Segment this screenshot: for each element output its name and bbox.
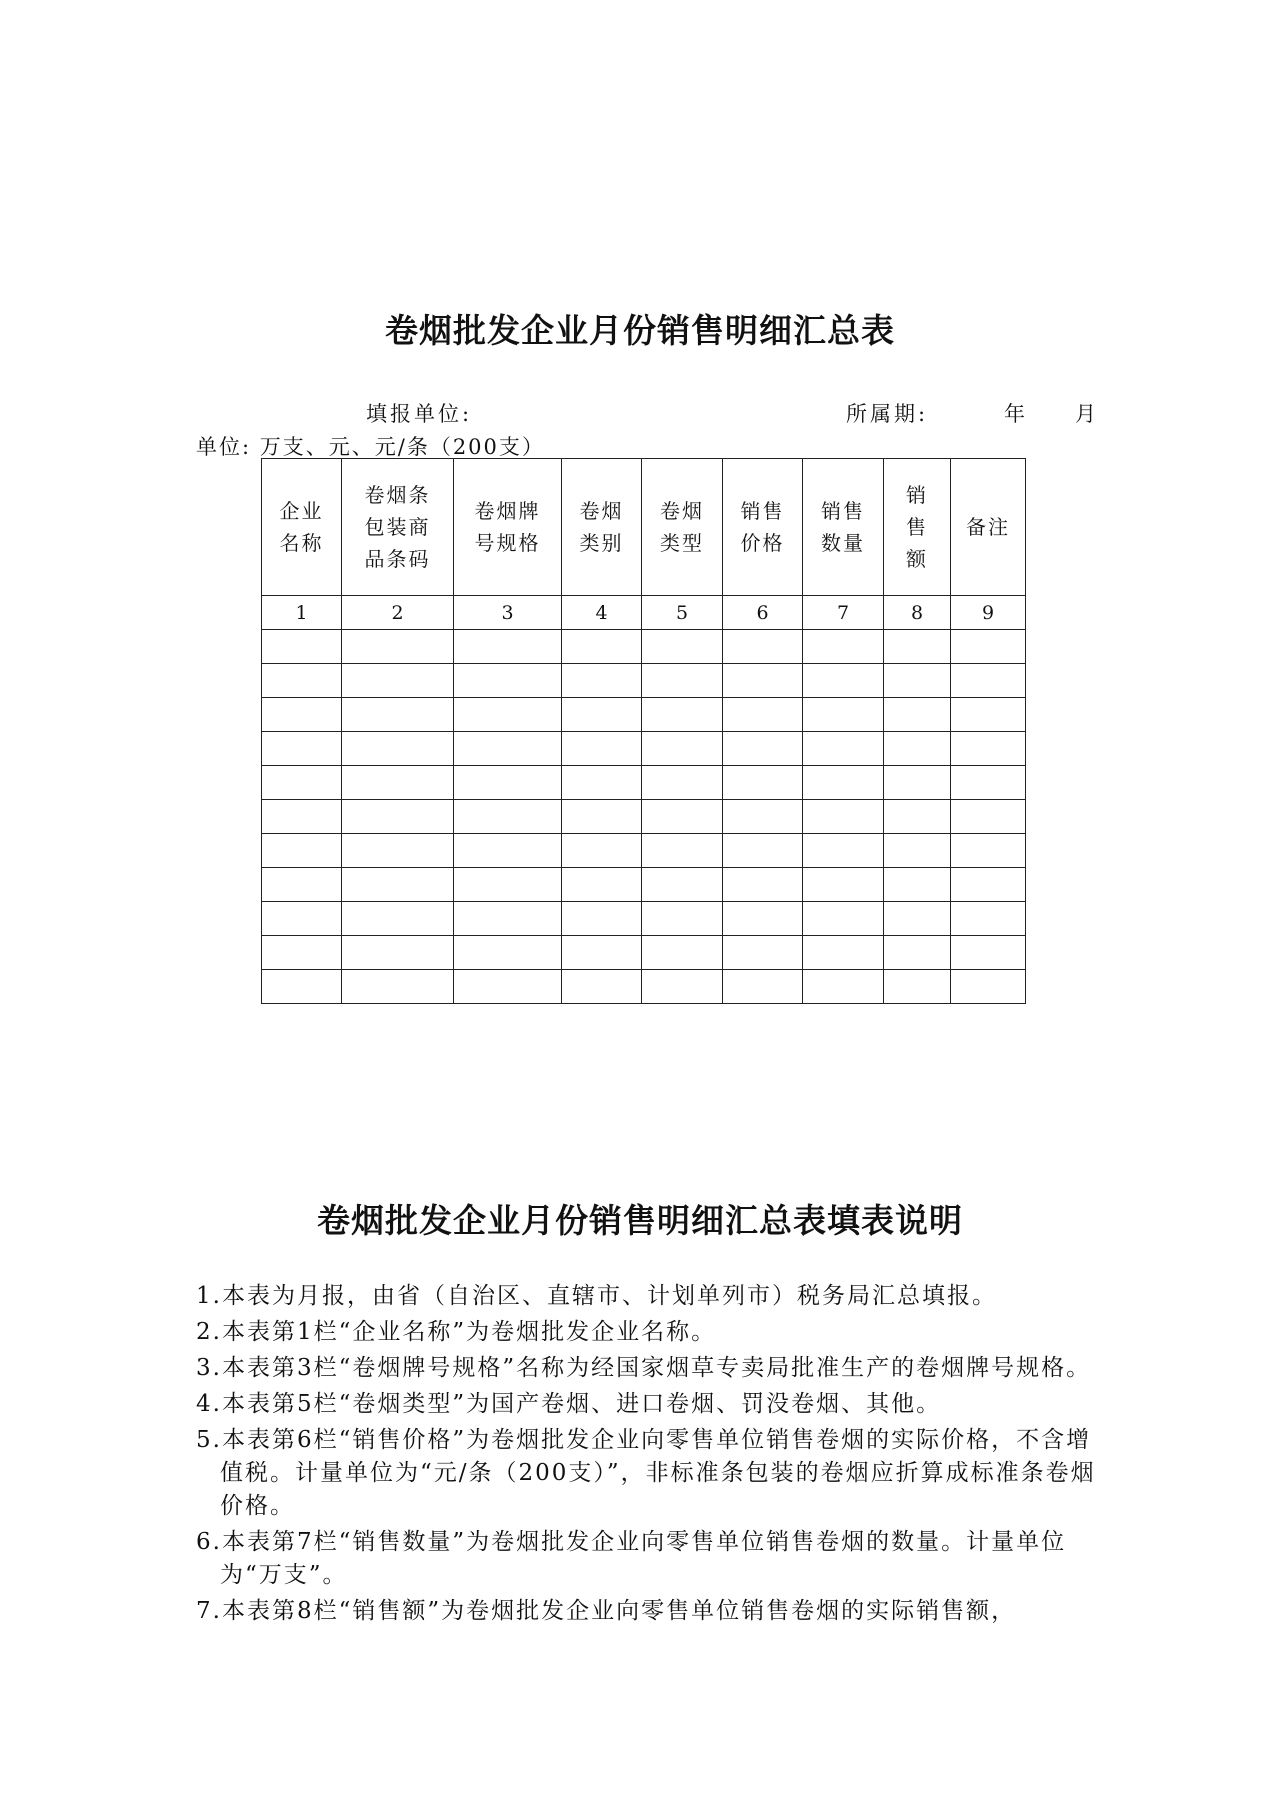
table-cell[interactable] [262,766,342,800]
table-cell[interactable] [262,630,342,664]
period-label: 所属期: [846,402,929,426]
table-cell[interactable] [884,800,951,834]
table-cell[interactable] [562,698,642,732]
table-cell[interactable] [951,732,1026,766]
table-cell[interactable] [562,630,642,664]
table-cell[interactable] [723,630,803,664]
header-cell: 销售 价格 [723,459,803,596]
year-label: 年 [1004,402,1028,426]
table-cell[interactable] [803,800,884,834]
header-cell: 企业 名称 [262,459,342,596]
table-cell[interactable] [262,664,342,698]
table-cell[interactable] [951,800,1026,834]
table-row [262,936,1026,970]
table-cell[interactable] [803,698,884,732]
table-cell[interactable] [951,970,1026,1004]
table-row [262,766,1026,800]
table-cell[interactable] [454,902,562,936]
table-cell[interactable] [951,868,1026,902]
header-cell: 卷烟条 包装商 品条码 [342,459,454,596]
table-cell[interactable] [803,868,884,902]
month-label: 月 [1075,402,1099,426]
column-number: 4 [562,596,642,630]
filler-unit-label: 填报单位: [366,402,473,426]
sales-summary-table [261,458,1026,1004]
table-row [262,732,1026,766]
instruction-item: 1.本表为月报，由省（自治区、直辖市、计划单列市）税务局汇总填报。 [196,1283,997,1309]
table-cell[interactable] [642,800,723,834]
table-cell[interactable] [723,800,803,834]
table-cell[interactable] [342,970,454,1004]
table-cell[interactable] [562,936,642,970]
table-cell[interactable] [642,698,723,732]
table-cell[interactable] [262,902,342,936]
table-cell[interactable] [803,664,884,698]
instruction-item: 4.本表第5栏“卷烟类型”为国产卷烟、进口卷烟、罚没卷烟、其他。 [196,1391,942,1417]
table-cell[interactable] [884,868,951,902]
table-cell[interactable] [562,902,642,936]
table-cell[interactable] [642,664,723,698]
instruction-item: 6.本表第7栏“销售数量”为卷烟批发企业向零售单位销售卷烟的数量。计量单位为“万支”。 [196,1529,1067,1588]
table-cell[interactable] [884,766,951,800]
table-cell[interactable] [642,936,723,970]
table-cell[interactable] [454,970,562,1004]
table-cell[interactable] [562,868,642,902]
table-cell[interactable] [951,664,1026,698]
table-cell[interactable] [562,800,642,834]
table-cell[interactable] [454,766,562,800]
table-cell[interactable] [454,800,562,834]
column-number: 8 [884,596,951,630]
table-cell[interactable] [342,800,454,834]
table-cell[interactable] [951,936,1026,970]
table-header-row [262,459,1026,596]
table-cell[interactable] [884,664,951,698]
table-cell[interactable] [642,834,723,868]
table-cell[interactable] [642,970,723,1004]
table-cell[interactable] [342,834,454,868]
table-cell[interactable] [342,732,454,766]
header-cell: 卷烟牌 号规格 [454,459,562,596]
table-cell[interactable] [562,970,642,1004]
table-cell[interactable] [262,868,342,902]
table-cell[interactable] [262,936,342,970]
table-cell[interactable] [951,766,1026,800]
table-cell[interactable] [884,732,951,766]
column-number-row [262,596,1026,630]
table-cell[interactable] [454,868,562,902]
header-cell: 卷烟 类别 [562,459,642,596]
table-row [262,800,1026,834]
header-cell: 卷烟 类型 [642,459,723,596]
table-row [262,834,1026,868]
table-cell[interactable] [884,630,951,664]
header-cell: 备注 [951,459,1026,596]
column-number: 9 [951,596,1026,630]
instructions-list [196,1280,1096,1631]
table-cell[interactable] [262,800,342,834]
table-cell[interactable] [342,630,454,664]
table-row [262,902,1026,936]
column-number: 5 [642,596,723,630]
table-row [262,970,1026,1004]
column-number: 3 [454,596,562,630]
table-cell[interactable] [454,936,562,970]
instruction-item: 3.本表第3栏“卷烟牌号规格”名称为经国家烟草专卖局批准生产的卷烟牌号规格。 [196,1355,1092,1381]
header-cell: 销售 数量 [803,459,884,596]
table-cell[interactable] [642,766,723,800]
table-cell[interactable] [723,834,803,868]
table-cell[interactable] [342,902,454,936]
instruction-item: 7.本表第8栏“销售额”为卷烟批发企业向零售单位销售卷烟的实际销售额， [196,1598,1017,1624]
table-cell[interactable] [342,868,454,902]
instruction-item: 2.本表第1栏“企业名称”为卷烟批发企业名称。 [196,1319,717,1345]
table-row [262,698,1026,732]
table-cell[interactable] [803,766,884,800]
table-cell[interactable] [884,970,951,1004]
table-cell[interactable] [723,698,803,732]
table-cell[interactable] [562,834,642,868]
table-cell[interactable] [723,936,803,970]
table-cell[interactable] [642,868,723,902]
table-cell[interactable] [803,732,884,766]
table-cell[interactable] [884,902,951,936]
table-cell[interactable] [342,936,454,970]
column-number: 7 [803,596,884,630]
table-cell[interactable] [723,902,803,936]
table-cell[interactable] [342,766,454,800]
table-cell[interactable] [342,698,454,732]
table-cell[interactable] [951,698,1026,732]
table-cell[interactable] [723,664,803,698]
form-title: 卷烟批发企业月份销售明细汇总表 [385,311,895,350]
table-cell[interactable] [342,664,454,698]
table-cell[interactable] [884,834,951,868]
table-cell[interactable] [884,936,951,970]
table-cell[interactable] [803,970,884,1004]
column-number: 6 [723,596,803,630]
table-cell[interactable] [642,630,723,664]
table-cell[interactable] [262,732,342,766]
table-cell[interactable] [803,834,884,868]
table-cell[interactable] [262,970,342,1004]
table-cell[interactable] [562,664,642,698]
table-cell[interactable] [803,630,884,664]
table-row [262,664,1026,698]
table-cell[interactable] [562,732,642,766]
table-cell[interactable] [723,868,803,902]
table-cell[interactable] [454,834,562,868]
column-number: 2 [342,596,454,630]
table-row [262,868,1026,902]
table-cell[interactable] [951,834,1026,868]
table-cell[interactable] [262,698,342,732]
table-cell[interactable] [454,664,562,698]
table-cell[interactable] [562,766,642,800]
table-cell[interactable] [723,970,803,1004]
table-cell[interactable] [803,936,884,970]
table-cell[interactable] [803,902,884,936]
header-cell: 销 售 额 [884,459,951,596]
table-cell[interactable] [262,834,342,868]
table-cell[interactable] [951,902,1026,936]
table-row [262,630,1026,664]
table-cell[interactable] [454,630,562,664]
column-number: 1 [262,596,342,630]
table-cell[interactable] [454,698,562,732]
units-label: 单位: 万支、元、元/条（200支） [196,435,545,459]
table-cell[interactable] [884,698,951,732]
instruction-item: 5.本表第6栏“销售价格”为卷烟批发企业向零售单位销售卷烟的实际价格，不含增值税。计量单位为“元/条（200支）”，非标准条包装的卷烟应折算成标准条卷烟价格。 [196,1427,1096,1519]
table-cell[interactable] [454,732,562,766]
table-cell[interactable] [723,732,803,766]
table-cell[interactable] [723,766,803,800]
table-cell[interactable] [951,630,1026,664]
table-cell[interactable] [642,902,723,936]
table-cell[interactable] [642,732,723,766]
instructions-title: 卷烟批发企业月份销售明细汇总表填表说明 [317,1201,963,1240]
